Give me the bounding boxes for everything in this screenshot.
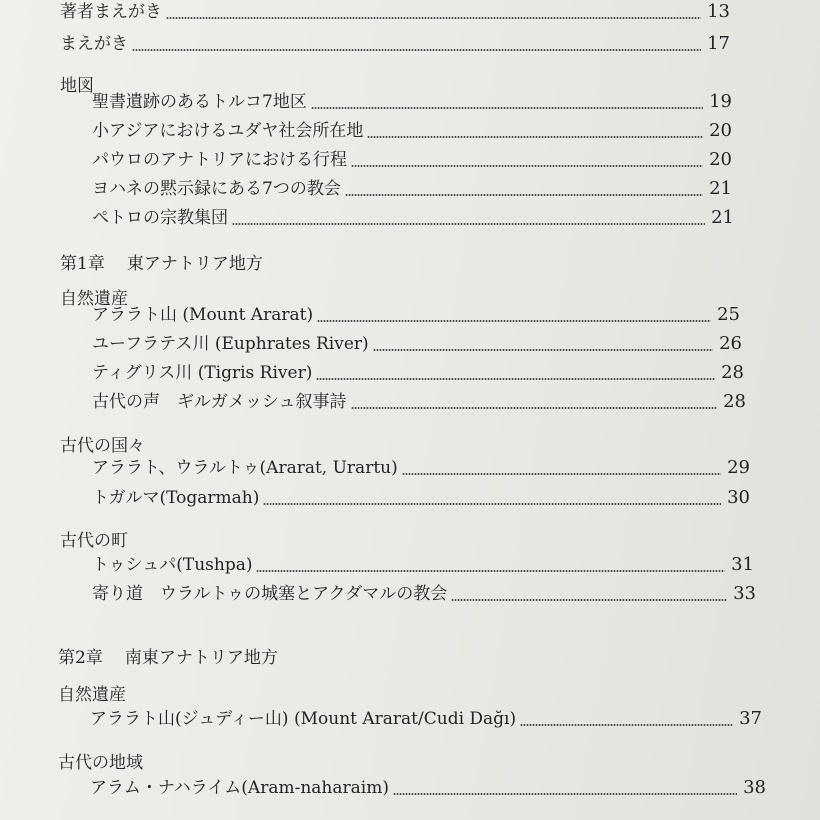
entry-title: ユーフラテス川 (Euphrates River) (92, 334, 369, 354)
toc-entry (92, 92, 732, 112)
toc-entry (92, 208, 734, 228)
section-heading: 自然遺産 (60, 289, 128, 309)
toc-entry (90, 778, 766, 798)
toc-entry (92, 334, 742, 354)
dot-leader (351, 165, 703, 167)
entry-title: ヨハネの黙示録にある7つの教会 (92, 179, 341, 199)
entry-title: トガルマ(Togarmah) (92, 488, 260, 508)
dot-leader (451, 599, 727, 601)
entry-title: トゥシュパ(Tushpa) (92, 555, 253, 575)
entry-title: ティグリス川 (Tigris River) (92, 363, 313, 383)
section-heading: 地図 (60, 76, 94, 96)
entry-page: 28 (721, 362, 744, 383)
dot-leader (256, 570, 725, 572)
toc-entry (92, 555, 754, 575)
toc-entry (92, 179, 732, 199)
toc-entry (92, 150, 732, 170)
chapter-heading (60, 254, 263, 274)
chapter-number: 第1章 (60, 254, 105, 274)
entry-title: アラム・ナハライム(Aram-naharaim) (90, 778, 389, 798)
toc-entry (92, 363, 744, 383)
dot-leader (393, 793, 737, 795)
entry-page: 21 (711, 207, 734, 228)
entry-title: 著者まえがき (60, 2, 162, 22)
toc-entry (92, 458, 750, 478)
entry-title: 寄り道 ウラルトゥの城塞とアクダマルの教会 (92, 584, 448, 604)
dot-leader (367, 136, 703, 138)
dot-leader (311, 107, 703, 109)
entry-page: 21 (709, 178, 732, 199)
entry-page: 38 (743, 777, 766, 798)
dot-leader (232, 223, 705, 225)
entry-title: 聖書遺跡のあるトルコ7地区 (92, 92, 307, 112)
dot-leader (166, 17, 701, 19)
chapter-title: 南東アナトリア地方 (124, 648, 278, 668)
section-heading: 古代の国々 (60, 436, 145, 456)
toc-entry (92, 121, 732, 141)
toc-entry (92, 584, 756, 604)
dot-leader (373, 349, 713, 351)
toc-entry (92, 392, 746, 412)
dot-leader (351, 407, 718, 409)
section-heading: 古代の町 (60, 531, 128, 551)
entry-page: 17 (707, 33, 730, 54)
toc-entry (92, 488, 750, 508)
entry-title: アララト、ウラルトゥ(Ararat, Urartu) (92, 458, 398, 478)
dot-leader (520, 724, 733, 726)
dot-leader (132, 49, 701, 51)
entry-page: 19 (709, 91, 732, 112)
chapter-heading (58, 648, 278, 668)
toc-entry (90, 709, 762, 729)
entry-title: パウロのアナトリアにおける行程 (92, 150, 347, 170)
toc-entry (92, 305, 740, 325)
dot-leader (402, 473, 721, 475)
dot-leader (316, 378, 715, 380)
entry-page: 25 (717, 304, 740, 325)
entry-page: 30 (727, 487, 750, 508)
section-heading: 自然遺産 (58, 685, 126, 705)
entry-title: アララト山 (Mount Ararat) (92, 305, 314, 325)
entry-page: 28 (723, 391, 746, 412)
entry-page: 20 (709, 149, 732, 170)
dot-leader (317, 320, 711, 322)
entry-title: 小アジアにおけるユダヤ社会所在地 (92, 121, 364, 141)
chapter-number: 第2章 (58, 648, 103, 668)
section-heading: 古代の地域 (58, 753, 143, 773)
entry-page: 33 (733, 583, 756, 604)
chapter-title: 東アナトリア地方 (126, 254, 263, 274)
entry-page: 31 (731, 554, 754, 575)
entry-page: 26 (719, 333, 742, 354)
entry-page: 37 (739, 708, 762, 729)
entry-title: ペトロの宗教集団 (92, 208, 228, 228)
entry-page: 29 (727, 457, 750, 478)
toc-entry (60, 34, 730, 54)
entry-page: 13 (707, 1, 730, 22)
entry-title: まえがき (60, 34, 128, 54)
toc-entry (60, 2, 730, 22)
entry-page: 20 (709, 120, 732, 141)
entry-title: アララト山(ジュディー山) (Mount Ararat/Cudi Dağı) (90, 709, 517, 729)
dot-leader (345, 194, 703, 196)
entry-title: 古代の声 ギルガメッシュ叙事詩 (92, 392, 347, 412)
dot-leader (263, 503, 721, 505)
